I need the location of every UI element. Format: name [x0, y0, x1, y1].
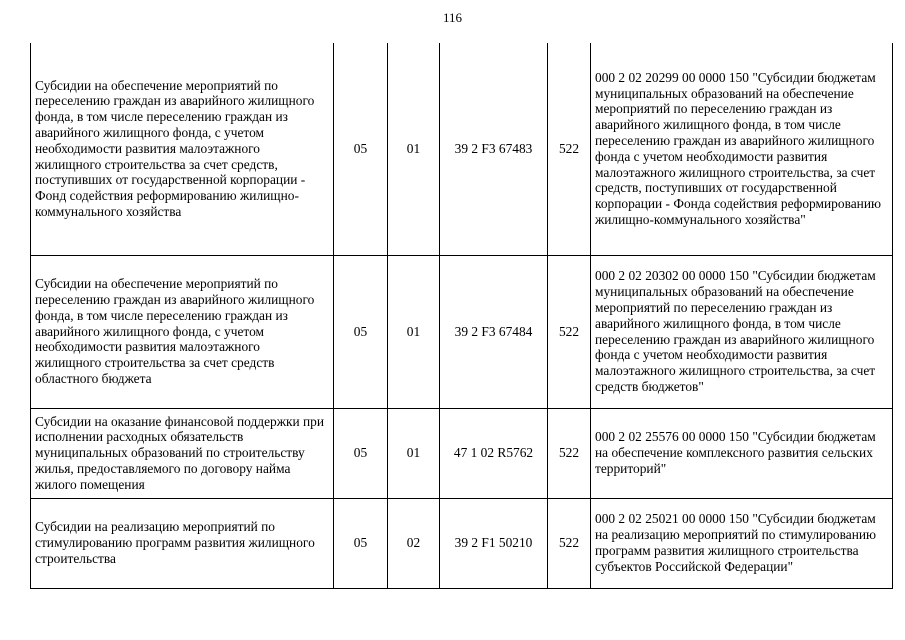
subsection-cell: 02	[388, 498, 440, 588]
table-row	[31, 43, 893, 255]
revenue-code-text: 000 2 02 20302 00 0000 150 "Субсидии бюджетам муниципальных образований на обеспечение мероприятий по переселению граждан из аварийного жилищного фонда, в том числе переселению граждан из аварийного жилищного фонда с учетом необходимости развития малоэтажного жилищного строительства, за счет средств бюджетов"	[595, 268, 876, 394]
subsection-cell: 01	[388, 255, 440, 408]
budget-table	[30, 43, 893, 589]
row-name-cell	[31, 408, 334, 498]
table-row	[31, 255, 893, 408]
revenue-code-cell	[591, 43, 893, 255]
row-name-text: Субсидии на обеспечение мероприятий по переселению граждан из аварийного жилищного фонда, в том числе переселению граждан из аварийного жилищного фонда, с учетом необходимости развития малоэтажного жилищного строительства за счет средств, поступивших от государственной корпорации - Фонд содействия реформированию жилищно-коммунального хозяйства	[35, 77, 315, 220]
target-article-cell: 39 2 F3 67484	[440, 255, 548, 408]
page-number: 116	[442, 10, 463, 25]
target-article-cell: 39 2 F3 67483	[440, 43, 548, 255]
table-row	[31, 408, 893, 498]
subsection-cell: 01	[388, 408, 440, 498]
row-name-text: Субсидии на обеспечение мероприятий по переселению граждан из аварийного жилищного фонда, в том числе переселению граждан из аварийного жилищного фонда, с учетом необходимости развития малоэтажного жилищного строительства за счет средств областного бюджета	[35, 276, 315, 386]
subsection-cell: 01	[388, 43, 440, 255]
revenue-code-text: 000 2 02 25021 00 0000 150 "Субсидии бюджетам на реализацию мероприятий по стимулированию программ развития жилищного строительства субъектов Российской Федерации"	[595, 511, 877, 574]
row-name-text: Субсидии на оказание финансовой поддержки при исполнении расходных обязательств муниципальных образований по строительству жилья, предоставляемого по договору найма жилого помещения	[35, 413, 325, 492]
revenue-code-cell	[591, 498, 893, 588]
section-cell: 05	[334, 408, 388, 498]
row-name-cell	[31, 498, 334, 588]
expense-type-cell: 522	[548, 255, 591, 408]
row-name-cell	[31, 43, 334, 255]
row-name-cell	[31, 255, 334, 408]
revenue-code-cell	[591, 408, 893, 498]
revenue-code-cell	[591, 255, 893, 408]
revenue-code-text: 000 2 02 25576 00 0000 150 "Субсидии бюджетам на обеспечение комплексного развития сельских территорий"	[595, 429, 876, 476]
section-cell: 05	[334, 255, 388, 408]
revenue-code-text: 000 2 02 20299 00 0000 150 "Субсидии бюджетам муниципальных образований на обеспечение мероприятий по переселению граждан из аварийного жилищного фонда, в том числе переселению граждан из аварийного жилищного фонда с учетом необходимости развития малоэтажного жилищного строительства, за счет средств, поступивших от государственной корпорации - Фонда содействия реформированию жилищно-коммунального хозяйства"	[595, 69, 882, 227]
expense-type-cell: 522	[548, 408, 591, 498]
target-article-cell: 47 1 02 R5762	[440, 408, 548, 498]
section-cell: 05	[334, 498, 388, 588]
section-cell: 05	[334, 43, 388, 255]
row-name-text: Субсидии на реализацию мероприятий по стимулированию программ развития жилищного строительства	[35, 519, 315, 566]
expense-type-cell: 522	[548, 43, 591, 255]
table-row	[31, 498, 893, 588]
expense-type-cell: 522	[548, 498, 591, 588]
target-article-cell: 39 2 F1 50210	[440, 498, 548, 588]
